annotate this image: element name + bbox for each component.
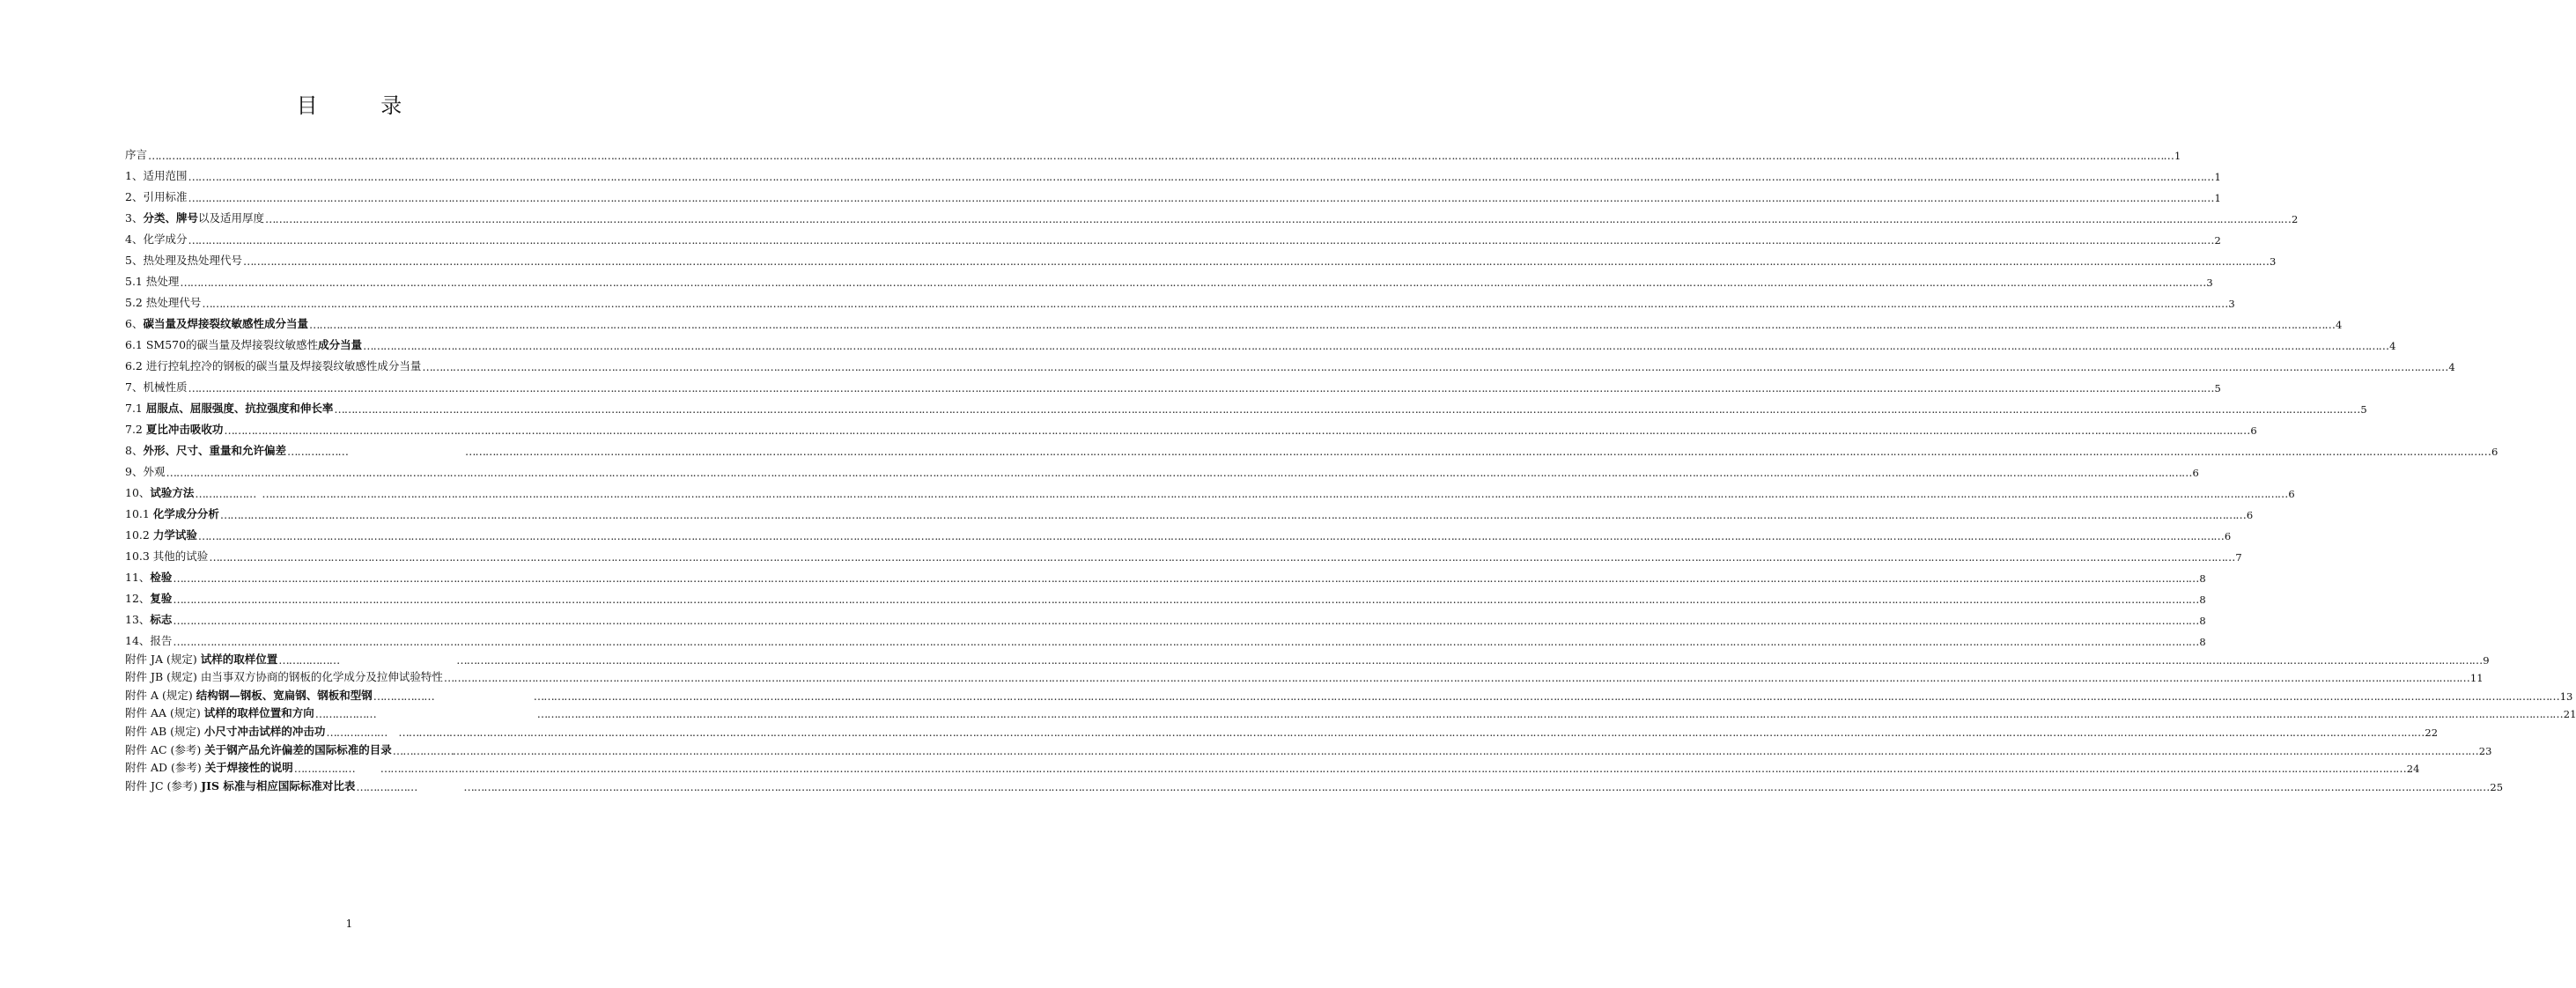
- toc-entry-page: 25: [2490, 780, 2504, 793]
- toc-entry[interactable]: [125, 684, 2573, 703]
- dot-leader: ……………………………………………………………………………………………………………………………………………………………………………………………………………………………………………………………………………………………………………………………………………………………………………………………………………………………………………………………………………………………………………………………………………………: [209, 550, 2235, 564]
- toc-entry-label-part: 5.1 热处理: [125, 275, 180, 288]
- toc-entry-label-part: 附件 JB (规定) 由当事双方协商的钢板的化学成分及拉伸试验特性: [125, 670, 443, 684]
- toc-entry-label: [125, 704, 314, 720]
- toc-entry-label-part: 试样的取样位置和方向: [203, 706, 314, 720]
- toc-entry-label-part: 5、热处理及热处理代号: [125, 254, 242, 267]
- table-of-contents: [125, 141, 2576, 793]
- toc-entry-label-part: 3、: [125, 211, 144, 225]
- toc-entry[interactable]: [125, 268, 2213, 289]
- toc-entry-label: [125, 590, 172, 606]
- toc-entry[interactable]: [125, 225, 2221, 247]
- toc-entry-page: 8: [2199, 636, 2206, 648]
- dot-leader: ………………: [373, 689, 434, 703]
- toc-entry[interactable]: [125, 542, 2242, 564]
- dot-leader: ……………………………………………………………………………………………………………………………………………………………………………………………………………………………………………………………………………………………………………………………………………………………………………………………………………………………………………………………………………………………………………………………………………………: [533, 689, 2559, 703]
- toc-entry[interactable]: [125, 757, 2420, 776]
- toc-entry-label-part: 碳当量及焊接裂纹敏感性成分当量: [143, 317, 308, 330]
- dot-leader: ………………: [392, 743, 454, 757]
- toc-entry-page: 24: [2406, 763, 2420, 776]
- toc-entry[interactable]: [125, 183, 2221, 204]
- toc-entry[interactable]: [125, 775, 2504, 793]
- toc-entry-page: 2: [2214, 234, 2221, 247]
- toc-entry-page: 5: [2360, 403, 2367, 416]
- dot-leader: ……………………………………………………………………………………………………………………………………………………………………………………………………………………………………………………………………………………………………………………………………………………………………………………………………………………………………………………………………………………………………………………………………………………: [173, 593, 2199, 606]
- toc-entry-page: 11: [2469, 672, 2484, 685]
- toc-entry-label: [125, 146, 147, 162]
- toc-entry[interactable]: [125, 458, 2199, 479]
- toc-entry-label-part: 10.1: [125, 507, 153, 520]
- dot-leader: ………………: [286, 445, 348, 458]
- toc-entry-page: 13: [2559, 689, 2573, 703]
- toc-entry[interactable]: [125, 331, 2396, 352]
- dot-leader: ……………………………………………………………………………………………………………………………………………………………………………………………………………………………………………………………………………………………………………………………………………………………………………………………………………………………………………………………………………………………………………………………………………………: [456, 653, 2483, 667]
- dot-leader: ……………………………………………………………………………………………………………………………………………………………………………………………………………………………………………………………………………………………………………………………………………………………………………………………………………………………………………………………………………………………………………………………………………………: [166, 466, 2192, 479]
- toc-entry-label-part: 5.2 热处理代号: [125, 296, 202, 309]
- toc-entry-label-part: 标志: [150, 613, 173, 626]
- toc-entry[interactable]: [125, 703, 2576, 721]
- toc-entry-page: 3: [2228, 298, 2235, 310]
- toc-entry-label: [125, 741, 392, 757]
- toc-entry-label: [125, 167, 187, 183]
- toc-entry-page: 3: [2269, 255, 2277, 268]
- dot-leader: ……………………………………………………………………………………………………………………………………………………………………………………………………………………………………………………………………………………………………………………………………………………………………………………………………………………………………………………………………………………………………………………………………………………: [219, 508, 2246, 521]
- toc-entry-label-part: 检验: [150, 571, 173, 584]
- toc-entry-label-part: 屈服点、屈服强度、抗拉强度和伸长率: [145, 402, 334, 415]
- dot-leader: ………………: [195, 487, 256, 500]
- dot-leader: ……………………………………………………………………………………………………………………………………………………………………………………………………………………………………………………………………………………………………………………………………………………………………………………………………………………………………………………………………………………………………………………………………………………: [334, 402, 2360, 416]
- dot-leader: ………………: [278, 653, 340, 667]
- toc-entry-label-part: 试样的取样位置: [200, 652, 278, 666]
- toc-entry-label: [125, 484, 194, 500]
- toc-entry-label: [125, 315, 308, 331]
- toc-entry[interactable]: [125, 204, 2299, 225]
- dot-leader: ……………………………………………………………………………………………………………………………………………………………………………………………………………………………………………………………………………………………………………………………………………………………………………………………………………………………………………………………………………………………………………………………………………………: [188, 233, 2214, 247]
- toc-entry-label: [125, 632, 172, 648]
- toc-entry-label-part: 7.1: [125, 402, 146, 415]
- toc-entry-page: 6: [2288, 488, 2295, 500]
- dot-leader: ……………………………………………………………………………………………………………………………………………………………………………………………………………………………………………………………………………………………………………………………………………………………………………………………………………………………………………………………………………………………………………………………………………………: [398, 725, 2425, 739]
- toc-entry-label: [125, 778, 355, 793]
- toc-entry-label-part: 7、机械性质: [125, 380, 188, 394]
- toc-entry-label: [125, 668, 443, 684]
- toc-entry-page: 23: [2478, 744, 2492, 757]
- toc-entry-label-part: 10.3 其他的试验: [125, 549, 209, 563]
- toc-entry[interactable]: [125, 521, 2232, 542]
- dot-leader: ……………………………………………………………………………………………………………………………………………………………………………………………………………………………………………………………………………………………………………………………………………………………………………………………………………………………………………………………………………………………………………………………………………………: [202, 297, 2228, 310]
- dot-leader: ……………………………………………………………………………………………………………………………………………………………………………………………………………………………………………………………………………………………………………………………………………………………………………………………………………………………………………………………………………………………………………………………………………………: [422, 360, 2448, 373]
- dot-leader: ……………………………………………………………………………………………………………………………………………………………………………………………………………………………………………………………………………………………………………………………………………………………………………………………………………………………………………………………………………………………………………………………………………………: [463, 779, 2490, 793]
- dot-leader: ………………: [314, 707, 376, 721]
- toc-entry[interactable]: [125, 720, 2439, 739]
- dot-leader: ……………………………………………………………………………………………………………………………………………………………………………………………………………………………………………………………………………………………………………………………………………………………………………………………………………………………………………………………………………………………………………………………………………………: [464, 445, 2491, 458]
- toc-entry-label-part: 成分当量: [318, 338, 363, 351]
- toc-entry-label-part: 试验方法: [150, 486, 195, 499]
- toc-entry-label: [125, 723, 325, 739]
- toc-entry-label: [125, 421, 223, 437]
- dot-leader: ………………: [293, 762, 355, 776]
- toc-entry-page: 8: [2199, 615, 2206, 627]
- toc-entry-label: [125, 651, 277, 667]
- toc-entry-page: 4: [2335, 319, 2343, 331]
- dot-leader: ……………………………………………………………………………………………………………………………………………………………………………………………………………………………………………………………………………………………………………………………………………………………………………………………………………………………………………………………………………………………………………………………………………………: [188, 170, 2214, 183]
- toc-entry[interactable]: [125, 564, 2206, 585]
- toc-entry-page: 5: [2214, 382, 2221, 394]
- toc-entry-label-part: 附件 AD (参考): [125, 761, 205, 775]
- toc-entry-label-part: 9、外观: [125, 465, 166, 478]
- toc-entry-page: 8: [2199, 594, 2206, 606]
- toc-entry-label: [125, 379, 187, 394]
- toc-entry-label-part: 附件 JC (参考): [125, 778, 202, 793]
- toc-entry-page: 9: [2483, 653, 2490, 667]
- page-title: 目 录: [296, 93, 431, 118]
- toc-entry[interactable]: [125, 739, 2492, 757]
- toc-entry-label-part: 13、: [125, 613, 151, 626]
- toc-entry-label-part: 关于钢产品允许偏差的国际标准的目录: [204, 742, 392, 756]
- toc-entry-label: [125, 294, 201, 310]
- toc-entry-page: 22: [2425, 726, 2439, 739]
- toc-entry-label: [125, 273, 179, 289]
- toc-entry-label-part: 力学试验: [152, 528, 197, 542]
- dot-leader: ………………: [356, 779, 417, 793]
- toc-entry[interactable]: [125, 606, 2206, 627]
- toc-entry-label-part: 附件 JA (规定): [125, 652, 201, 666]
- toc-entry[interactable]: [125, 667, 2484, 685]
- dot-leader: ……………………………………………………………………………………………………………………………………………………………………………………………………………………………………………………………………………………………………………………………………………………………………………………………………………………………………………………………………………………………………………………………………………………: [452, 743, 2478, 757]
- toc-entry-label: [125, 252, 242, 268]
- toc-entry-label-part: 10、: [125, 486, 151, 499]
- toc-entry[interactable]: [125, 289, 2235, 310]
- toc-entry[interactable]: [125, 352, 2455, 373]
- toc-entry-label: [125, 336, 362, 352]
- toc-entry-label: [125, 548, 208, 564]
- toc-entry-page: 4: [2448, 361, 2455, 373]
- toc-entry-label: [125, 463, 165, 479]
- toc-entry[interactable]: [125, 247, 2277, 268]
- toc-appendix-list: [125, 648, 2576, 793]
- dot-leader: ……………………………………………………………………………………………………………………………………………………………………………………………………………………………………………………………………………………………………………………………………………………………………………………………………………………………………………………………………………………………………………………………………………………: [188, 381, 2214, 394]
- toc-entry-page: 6: [2491, 446, 2498, 458]
- toc-entry-label-part: 分类、牌号: [143, 211, 198, 225]
- toc-entry-label-part: 夏比冲击吸收功: [145, 423, 224, 436]
- toc-entry-label-part: 复验: [150, 592, 173, 605]
- toc-entry[interactable]: [125, 373, 2221, 394]
- toc-entry-label: [125, 687, 373, 703]
- dot-leader: ………………: [326, 725, 388, 739]
- toc-entry-label: [125, 759, 293, 775]
- toc-entry-label: [125, 527, 197, 542]
- toc-entry-label-part: 小尺寸冲击试样的冲击功: [203, 724, 326, 738]
- toc-entry-label-part: 关于焊接性的说明: [204, 761, 293, 775]
- toc-entry-label-part: 外形、尺寸、重量和允许偏差: [143, 444, 286, 457]
- toc-entry-label: [125, 442, 286, 458]
- dot-leader: ……………………………………………………………………………………………………………………………………………………………………………………………………………………………………………………………………………………………………………………………………………………………………………………………………………………………………………………………………………………………………………………………………………………: [363, 339, 2389, 352]
- toc-entry-page: 7: [2235, 551, 2242, 564]
- dot-leader: ……………………………………………………………………………………………………………………………………………………………………………………………………………………………………………………………………………………………………………………………………………………………………………………………………………………………………………………………………………………………………………………………………………………: [242, 254, 2269, 268]
- toc-entry-label: [125, 505, 219, 521]
- toc-entry-label: [125, 569, 172, 585]
- toc-entry-label-part: 化学成分分析: [152, 507, 219, 520]
- toc-entry-label-part: 附件 A (规定): [125, 688, 196, 702]
- toc-entry-label-part: 14、报告: [125, 634, 173, 647]
- toc-entry-label-part: 1、适用范围: [125, 169, 188, 182]
- toc-entry-label: [125, 358, 421, 373]
- dot-leader: ……………………………………………………………………………………………………………………………………………………………………………………………………………………………………………………………………………………………………………………………………………………………………………………………………………………………………………………………………………………………………………………………………………………: [380, 762, 2406, 776]
- toc-entry-label-part: 12、: [125, 592, 151, 605]
- dot-leader: ……………………………………………………………………………………………………………………………………………………………………………………………………………………………………………………………………………………………………………………………………………………………………………………………………………………………………………………………………………………………………………………………………………………: [188, 191, 2214, 204]
- toc-entry-page: 1: [2174, 150, 2181, 162]
- toc-entry-label-part: 8、: [125, 444, 144, 457]
- toc-entry[interactable]: [125, 585, 2206, 606]
- toc-entry-label: [125, 210, 264, 225]
- toc-entry-label-part: 附件 AC (参考): [125, 742, 205, 756]
- toc-entry-label-part: 序言: [125, 148, 148, 161]
- toc-entry-label: [125, 231, 187, 247]
- toc-entry-page: 6: [2224, 530, 2232, 542]
- toc-entry-page: 21: [2563, 708, 2576, 721]
- toc-entry-label: [125, 188, 187, 204]
- dot-leader: ……………………………………………………………………………………………………………………………………………………………………………………………………………………………………………………………………………………………………………………………………………………………………………………………………………………………………………………………………………………………………………………………………………………: [443, 671, 2469, 685]
- toc-entry-label-part: 6.1 SM570的碳当量及焊接裂纹敏感性: [125, 338, 319, 351]
- toc-entry-page: 6: [2192, 467, 2199, 479]
- toc-entry-label-part: 结构钢—钢板、宽扁钢、钢板和型钢: [196, 688, 373, 702]
- dot-leader: ……………………………………………………………………………………………………………………………………………………………………………………………………………………………………………………………………………………………………………………………………………………………………………………………………………………………………………………………………………………………………………………………………………………: [197, 529, 2224, 542]
- toc-entry[interactable]: [125, 141, 2181, 162]
- dot-leader: ……………………………………………………………………………………………………………………………………………………………………………………………………………………………………………………………………………………………………………………………………………………………………………………………………………………………………………………………………………………………………………………………………………………: [180, 276, 2206, 289]
- page-number: 1: [345, 918, 353, 930]
- dot-leader: ……………………………………………………………………………………………………………………………………………………………………………………………………………………………………………………………………………………………………………………………………………………………………………………………………………………………………………………………………………………………………………………………………………………: [173, 635, 2199, 648]
- toc-entry[interactable]: [125, 479, 2295, 500]
- toc-entry-page: 1: [2214, 192, 2221, 204]
- toc-entry-page: 3: [2206, 276, 2213, 289]
- toc-entry-label-part: 7.2: [125, 423, 146, 436]
- toc-entry-label: [125, 400, 333, 416]
- toc-entry[interactable]: [125, 437, 2498, 458]
- dot-leader: ……………………………………………………………………………………………………………………………………………………………………………………………………………………………………………………………………………………………………………………………………………………………………………………………………………………………………………………………………………………………………………………………………………………: [173, 571, 2199, 585]
- toc-entry-page: 2: [2291, 213, 2299, 225]
- toc-entry[interactable]: [125, 162, 2221, 183]
- toc-entry-label: [125, 611, 172, 627]
- toc-entry-page: 6: [2246, 509, 2254, 521]
- dot-leader: ……………………………………………………………………………………………………………………………………………………………………………………………………………………………………………………………………………………………………………………………………………………………………………………………………………………………………………………………………………………………………………………………………………………: [264, 212, 2291, 225]
- dot-leader: ……………………………………………………………………………………………………………………………………………………………………………………………………………………………………………………………………………………………………………………………………………………………………………………………………………………………………………………………………………………………………………………………………………………: [536, 707, 2563, 721]
- toc-entry[interactable]: [125, 310, 2343, 331]
- toc-entry-page: 6: [2250, 424, 2257, 437]
- dot-leader: ……………………………………………………………………………………………………………………………………………………………………………………………………………………………………………………………………………………………………………………………………………………………………………………………………………………………………………………………………………………………………………………………………………………: [173, 614, 2199, 627]
- toc-entry-label-part: JIS 标准与相应国际标准对比表: [201, 778, 356, 793]
- toc-entry-label-part: 11、: [125, 571, 151, 584]
- dot-leader: ……………………………………………………………………………………………………………………………………………………………………………………………………………………………………………………………………………………………………………………………………………………………………………………………………………………………………………………………………………………………………………………………………………………: [224, 424, 2250, 437]
- toc-entry-page: 1: [2214, 171, 2221, 183]
- toc-entry-page: 4: [2389, 340, 2396, 352]
- toc-entry[interactable]: [125, 416, 2257, 437]
- dot-leader: ……………………………………………………………………………………………………………………………………………………………………………………………………………………………………………………………………………………………………………………………………………………………………………………………………………………………………………………………………………………………………………………………………………………: [262, 487, 2288, 500]
- toc-entry-label-part: 6、: [125, 317, 144, 330]
- toc-main-list: [125, 141, 2498, 648]
- toc-entry-label-part: 以及适用厚度: [197, 211, 264, 225]
- toc-entry-page: 8: [2199, 572, 2206, 585]
- toc-entry-label-part: 2、引用标准: [125, 190, 188, 203]
- toc-entry[interactable]: [125, 500, 2254, 521]
- toc-entry-label-part: 6.2 进行控轧控冷的钢板的碳当量及焊接裂纹敏感性成分当量: [125, 359, 422, 372]
- toc-entry[interactable]: [125, 648, 2490, 667]
- toc-entry[interactable]: [125, 394, 2367, 416]
- dot-leader: ……………………………………………………………………………………………………………………………………………………………………………………………………………………………………………………………………………………………………………………………………………………………………………………………………………………………………………………………………………………………………………………………………………………: [148, 149, 2174, 162]
- toc-entry-label-part: 4、化学成分: [125, 232, 188, 246]
- dot-leader: ……………………………………………………………………………………………………………………………………………………………………………………………………………………………………………………………………………………………………………………………………………………………………………………………………………………………………………………………………………………………………………………………………………………: [308, 318, 2335, 331]
- toc-entry-label-part: 附件 AB (规定): [125, 724, 204, 738]
- toc-entry[interactable]: [125, 627, 2206, 648]
- toc-entry-label-part: 附件 AA (规定): [125, 706, 204, 720]
- toc-entry-label-part: 10.2: [125, 528, 153, 542]
